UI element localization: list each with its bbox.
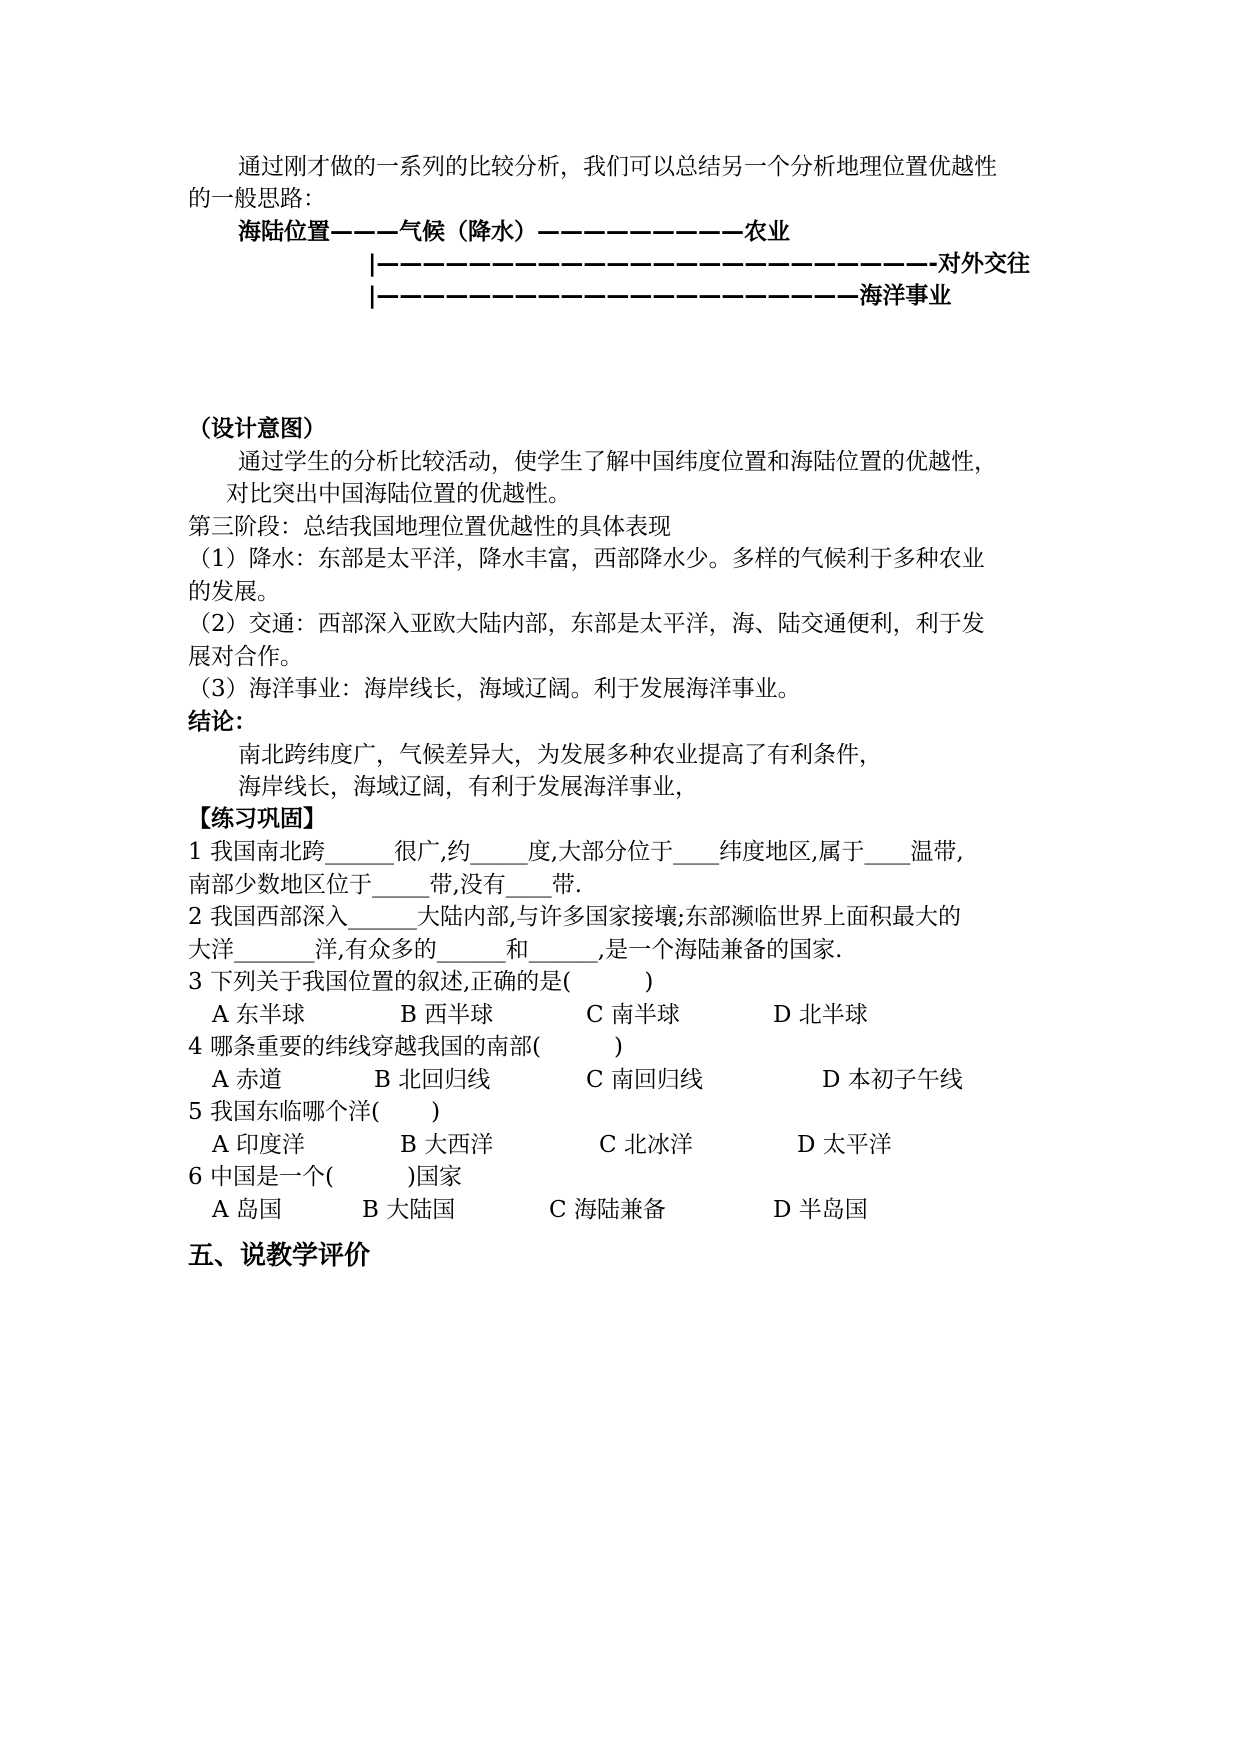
question-5-option-a: A 印度洋 [212, 1132, 305, 1158]
question-6-option-b: B 大陆国 [362, 1197, 456, 1223]
question-5-option-d: D 太平洋 [797, 1132, 892, 1158]
question-4-option-a: A 赤道 [212, 1067, 282, 1093]
stage3-point-2-line-2: 展对合作。 [188, 644, 303, 670]
question-2-line-1: 2 我国西部深入______大陆内部,与许多国家接壤;东部濒临世界上面积最大的 [188, 904, 962, 930]
flow-row-marine-industry: |—————————————————————海洋事业 [368, 283, 952, 309]
question-5-option-b: B 大西洋 [400, 1132, 494, 1158]
question-1-line-1: 1 我国南北跨______很广,约_____度,大部分位于____纬度地区,属于____温带, [188, 839, 964, 865]
conclusion-line-2: 海岸线长，海域辽阔，有利于发展海洋事业， [238, 774, 698, 800]
stage3-point-1-line-2: 的发展。 [188, 579, 280, 605]
flow-row-foreign-exchange: |————————————————————————-对外交往 [368, 251, 1030, 277]
question-3-option-d: D 北半球 [773, 1002, 868, 1028]
conclusion-line-1: 南北跨纬度广，气候差异大，为发展多种农业提高了有利条件， [238, 742, 882, 768]
design-intent-line-2: 对比突出中国海陆位置的优越性。 [226, 481, 571, 507]
intro-line-1: 通过刚才做的一系列的比较分析，我们可以总结另一个分析地理位置优越性 [238, 154, 997, 180]
design-intent-line-1: 通过学生的分析比较活动，使学生了解中国纬度位置和海陆位置的优越性， [238, 449, 997, 475]
stage3-point-1-line-1: （1）降水：东部是太平洋，降水丰富，西部降水少。多样的气候利于多种农业 [188, 546, 985, 572]
stage3-title: 第三阶段：总结我国地理位置优越性的具体表现 [188, 514, 671, 540]
question-4-option-b: B 北回归线 [374, 1067, 491, 1093]
exercise-title: 【练习巩固】 [188, 806, 326, 832]
conclusion-title: 结论： [188, 709, 257, 735]
question-6-option-a: A 岛国 [212, 1197, 282, 1223]
question-6: 6 中国是一个( )国家 [188, 1164, 463, 1190]
question-3-option-a: A 东半球 [212, 1002, 305, 1028]
intro-line-2: 的一般思路： [188, 186, 326, 212]
question-4-option-c: C 南回归线 [586, 1067, 703, 1093]
question-6-option-c: C 海陆兼备 [549, 1197, 666, 1223]
flow-row-agriculture: 海陆位置———气候（降水）—————————农业 [238, 219, 790, 245]
question-4: 4 哪条重要的纬线穿越我国的南部( ) [188, 1034, 624, 1060]
question-4-option-d: D 本初子午线 [822, 1067, 963, 1093]
section-5-heading: 五、说教学评价 [188, 1241, 371, 1271]
design-intent-title: （设计意图） [188, 416, 326, 442]
question-6-option-d: D 半岛国 [773, 1197, 868, 1223]
question-3-option-b: B 西半球 [400, 1002, 494, 1028]
stage3-point-3: （3）海洋事业：海岸线长，海域辽阔。利于发展海洋事业。 [188, 676, 801, 702]
question-2-line-2: 大洋_______洋,有众多的______和______,是一个海陆兼备的国家. [188, 937, 843, 963]
stage3-point-2-line-1: （2）交通：西部深入亚欧大陆内部，东部是太平洋，海、陆交通便利，利于发 [188, 611, 985, 637]
question-1-line-2: 南部少数地区位于_____带,没有____带. [188, 872, 583, 898]
question-3: 3 下列关于我国位置的叙述,正确的是( ) [188, 969, 654, 995]
question-5-option-c: C 北冰洋 [599, 1132, 693, 1158]
question-3-option-c: C 南半球 [586, 1002, 680, 1028]
question-5: 5 我国东临哪个洋( ) [188, 1099, 441, 1125]
